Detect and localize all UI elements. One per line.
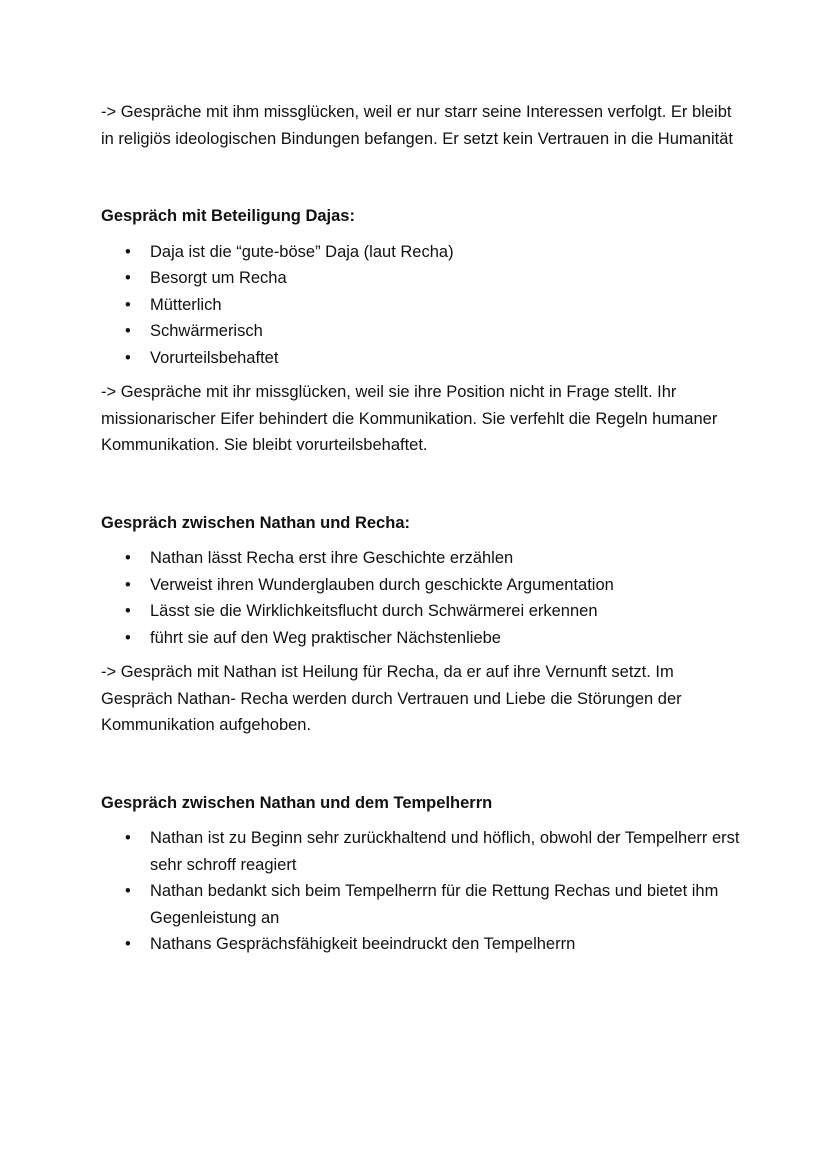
list-item: • Lässt sie die Wirklichkeitsflucht durch Schwärmerei erkennen xyxy=(101,598,741,625)
bullet-icon: • xyxy=(125,242,131,261)
list-item: • Nathan bedankt sich beim Tempelherrn für die Rettung Rechas und bietet ihm Gegenleistung an xyxy=(101,878,741,931)
bullet-icon: • xyxy=(125,882,131,900)
intro-paragraph: -> Gespräche mit ihm missglücken, weil er nur starr seine Interessen verfolgt. Er bleibt in religiös ideologischen Bindungen befangen. Er setzt kein Vertrauen in die Humanität xyxy=(101,103,733,148)
bullet-icon: • xyxy=(125,295,131,314)
list-item: • Nathan lässt Recha erst ihre Geschichte erzählen xyxy=(101,545,741,572)
list-item: • Schwärmerisch xyxy=(101,318,741,345)
bullet-icon: • xyxy=(125,602,131,620)
recha-bullet-list xyxy=(101,545,741,651)
document-page xyxy=(101,99,741,958)
bullet-icon: • xyxy=(125,322,131,340)
list-item: • Nathans Gesprächsfähigkeit beeindruckt den Tempelherrn xyxy=(101,931,741,958)
list-item: • Verweist ihren Wunderglauben durch geschickte Argumentation xyxy=(101,572,741,599)
daja-section-heading: Gespräch mit Beteiligung Dajas: xyxy=(101,207,355,225)
bullet-icon: • xyxy=(125,628,131,647)
bullet-icon: • xyxy=(125,348,131,367)
tempelherr-bullet-list xyxy=(101,825,741,958)
bullet-icon: • xyxy=(125,549,131,567)
list-item: • führt sie auf den Weg praktischer Nächstenliebe xyxy=(101,625,741,652)
bullet-icon: • xyxy=(125,269,131,287)
bullet-icon: • xyxy=(125,575,131,594)
list-item: • Besorgt um Recha xyxy=(101,265,741,292)
bullet-icon: • xyxy=(125,829,131,847)
list-item: • Nathan ist zu Beginn sehr zurückhaltend und höflich, obwohl der Tempelherr erst sehr schroff reagiert xyxy=(101,825,741,878)
bullet-icon: • xyxy=(125,935,131,953)
list-item: • Daja ist die “gute-böse” Daja (laut Recha) xyxy=(101,239,741,266)
recha-conclusion-paragraph: -> Gespräch mit Nathan ist Heilung für Recha, da er auf ihre Vernunft setzt. Im Gespräch Nathan- Recha werden durch Vertrauen und Liebe die Störungen der Kommunikation aufgehoben. xyxy=(101,663,682,734)
tempelherr-section-heading: Gespräch zwischen Nathan und dem Tempelherrn xyxy=(101,793,493,812)
daja-conclusion-paragraph: -> Gespräche mit ihr missglücken, weil sie ihre Position nicht in Frage stellt. Ihr missionarischer Eifer behindert die Kommunikation. Sie verfehlt die Regeln humaner Kommunikation. Sie bleibt vorurteilsbehaftet. xyxy=(101,383,718,454)
daja-bullet-list xyxy=(101,239,741,372)
list-item: • Mütterlich xyxy=(101,292,741,319)
recha-section-heading: Gespräch zwischen Nathan und Recha: xyxy=(101,513,410,532)
list-item: • Vorurteilsbehaftet xyxy=(101,345,741,372)
